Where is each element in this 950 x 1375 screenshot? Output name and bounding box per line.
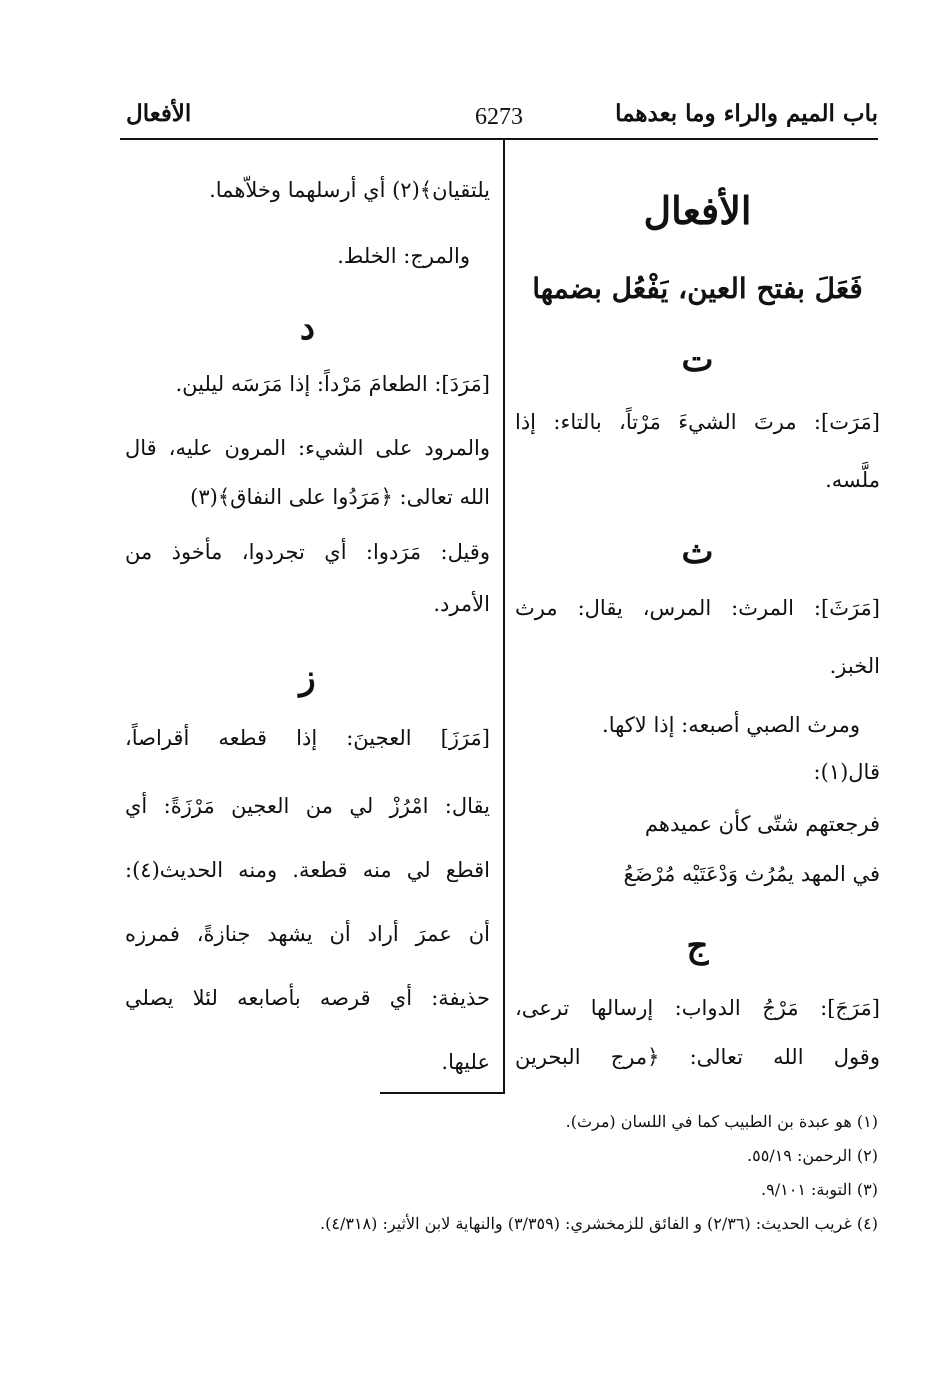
- letter-heading-th: ث: [681, 532, 714, 572]
- column-divider: [503, 140, 505, 1092]
- entry-maraz-line-6: عليها.: [441, 1050, 490, 1074]
- entry-maraj-line-2: وقول الله تعالى: ﴿مرج البحرين: [515, 1045, 880, 1069]
- entry-marad-line-2: والمرود على الشيء: المرون عليه، قال: [125, 436, 490, 460]
- footnote-rule: [380, 1092, 505, 1094]
- letter-heading-t: ت: [681, 340, 714, 380]
- page-header: [120, 100, 878, 140]
- section-title: الأفعال: [643, 188, 752, 233]
- entry-marath-line-2: الخبز.: [829, 654, 880, 678]
- verse-line-1: فرجعتهم شتّى كأن عميدهم: [644, 812, 880, 836]
- entry-maraz-line-1: [مَرَزَ] العجينَ: إذا قطعه أقراصاً،: [125, 726, 490, 750]
- entry-marad-line-5: الأمرد.: [433, 592, 490, 616]
- entry-mart-line-2: ملَّسه.: [825, 468, 880, 492]
- header-topic: الأفعال: [126, 100, 192, 127]
- footnote-4: (٤) غريب الحديث: (٢/٣٦) و الفائق للزمخشري: (٣/٣٥٩) والنهاية لابن الأثير: (٤/٣١٨).: [320, 1214, 878, 1233]
- entry-marad-line-1: [مَرَدَ]: الطعامَ مَرْداً: إذا مَرَسَه ليلين.: [175, 372, 490, 396]
- entry-marad-line-4: وقيل: مَرَدوا: أي تجردوا، مأخوذ من: [125, 540, 490, 564]
- entry-marad-line-3: الله تعالى: ﴿مَرَدُوا على النفاق﴾(٣): [190, 485, 490, 509]
- header-rule: [120, 138, 878, 140]
- entry-maraj-line-1: [مَرَجَ]: مَرْجُ الدواب: إرسالها ترعى،: [515, 996, 880, 1020]
- entry-maraz-line-4: أن عمرَ أراد أن يشهد جنازةً، فمرزه: [125, 922, 490, 946]
- entry-maraj-line-3: يلتقيان﴾(٢) أي أرسلهما وخلاّهما.: [209, 178, 490, 202]
- page-number: 6273: [475, 104, 523, 130]
- verse-line-2: في المهد يمُرُث وَدْعَتَيْه مُرْضَعُ: [623, 862, 880, 886]
- entry-maraz-line-5: حذيفة: أي قرصه بأصابعه لئلا يصلي: [125, 986, 490, 1010]
- letter-heading-j: ج: [686, 926, 709, 966]
- letter-heading-d: د: [299, 308, 316, 348]
- entry-maraz-line-2: يقال: امْرُزْ لي من العجين مَرْزَةً: أي: [125, 794, 490, 818]
- entry-maraz-line-3: اقطع لي منه قطعة. ومنه الحديث(٤):: [125, 858, 490, 882]
- footnote-3: (٣) التوبة: ٩/١٠١.: [761, 1180, 878, 1199]
- footnote-1: (١) هو عبدة بن الطبيب كما في اللسان (مرث).: [565, 1112, 878, 1131]
- entry-mart-line-1: [مَرَت]: مرتَ الشيءَ مَرْتاً، بالتاء: إذا: [515, 410, 880, 434]
- letter-heading-z: ز: [299, 658, 316, 698]
- entry-marath-line-1: [مَرَثَ]: المرث: المرس، يقال: مرث: [515, 596, 880, 620]
- entry-marath-line-3: ومرث الصبي أصبعه: إذا لاكها.: [602, 713, 860, 737]
- footnote-2: (٢) الرحمن: ٥٥/١٩.: [747, 1146, 878, 1165]
- section-subtitle: فَعَلَ بفتح العين، يَفْعُل بضمها: [532, 272, 863, 305]
- entry-maraj-line-4: والمرج: الخلط.: [337, 244, 470, 268]
- entry-marath-qal: قال(١):: [813, 760, 880, 784]
- header-section: باب الميم والراء وما بعدهما: [615, 100, 878, 127]
